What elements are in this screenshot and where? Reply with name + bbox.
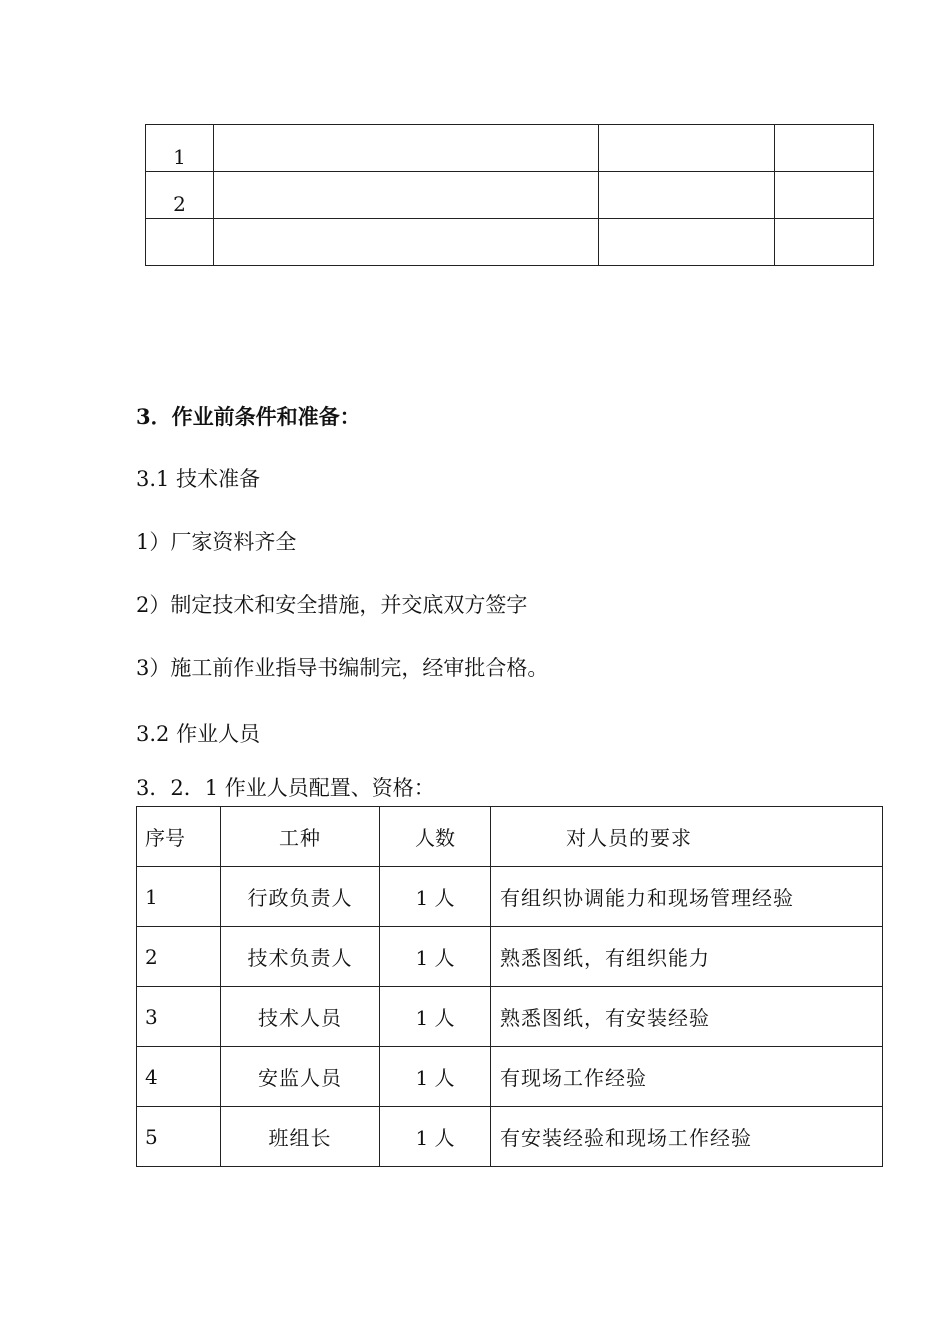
table-cell bbox=[775, 172, 874, 219]
table-cell: 1 人 bbox=[380, 927, 491, 987]
table-cell: 1 人 bbox=[380, 867, 491, 927]
table-cell bbox=[775, 219, 874, 266]
table-cell bbox=[599, 219, 775, 266]
header-cell: 对人员的要求 bbox=[491, 807, 883, 867]
table-cell: 2 bbox=[146, 172, 214, 219]
table-row bbox=[137, 1107, 883, 1167]
table-cell: 1 bbox=[146, 125, 214, 172]
table-cell: 行政负责人 bbox=[221, 867, 380, 927]
table-cell: 4 bbox=[137, 1047, 221, 1107]
list-item: 3）施工前作业指导书编制完，经审批合格。 bbox=[136, 656, 549, 680]
table-cell bbox=[775, 125, 874, 172]
table-cell: 有安装经验和现场工作经验 bbox=[491, 1107, 883, 1167]
table-cell bbox=[214, 172, 599, 219]
staff-table bbox=[136, 806, 883, 1167]
table-cell: 有组织协调能力和现场管理经验 bbox=[491, 867, 883, 927]
table-cell: 班组长 bbox=[221, 1107, 380, 1167]
subsection-title: 3．2．1 作业人员配置、资格： bbox=[136, 776, 435, 800]
list-item: 1）厂家资料齐全 bbox=[136, 530, 297, 554]
table-cell: 熟悉图纸，有组织能力 bbox=[491, 927, 883, 987]
table-row bbox=[137, 1047, 883, 1107]
table-row bbox=[146, 219, 874, 266]
table-cell: 3 bbox=[137, 987, 221, 1047]
header-cell: 工种 bbox=[221, 807, 380, 867]
table-cell: 熟悉图纸，有安装经验 bbox=[491, 987, 883, 1047]
table-cell bbox=[214, 219, 599, 266]
table-row bbox=[146, 172, 874, 219]
table-row bbox=[137, 927, 883, 987]
table-cell: 安监人员 bbox=[221, 1047, 380, 1107]
subsection-title: 3.2 作业人员 bbox=[136, 722, 261, 746]
table-cell: 2 bbox=[137, 927, 221, 987]
table-cell bbox=[146, 219, 214, 266]
table-cell bbox=[599, 125, 775, 172]
table-cell: 1 人 bbox=[380, 1047, 491, 1107]
table-row bbox=[137, 867, 883, 927]
section-heading: 3．作业前条件和准备： bbox=[136, 404, 361, 429]
table-cell: 5 bbox=[137, 1107, 221, 1167]
table-cell: 技术人员 bbox=[221, 987, 380, 1047]
list-item: 2）制定技术和安全措施，并交底双方签字 bbox=[136, 593, 528, 617]
subsection-title: 3.1 技术准备 bbox=[136, 467, 261, 491]
table-cell: 1 bbox=[137, 867, 221, 927]
table-cell: 1 人 bbox=[380, 1107, 491, 1167]
table-row bbox=[146, 125, 874, 172]
continued-table bbox=[145, 124, 874, 266]
table-cell bbox=[214, 125, 599, 172]
table-cell: 有现场工作经验 bbox=[491, 1047, 883, 1107]
table-cell bbox=[599, 172, 775, 219]
table-cell: 1 人 bbox=[380, 987, 491, 1047]
table-header-row bbox=[137, 807, 883, 867]
header-cell: 人数 bbox=[380, 807, 491, 867]
header-cell: 序号 bbox=[137, 807, 221, 867]
table-cell: 技术负责人 bbox=[221, 927, 380, 987]
table-row bbox=[137, 987, 883, 1047]
